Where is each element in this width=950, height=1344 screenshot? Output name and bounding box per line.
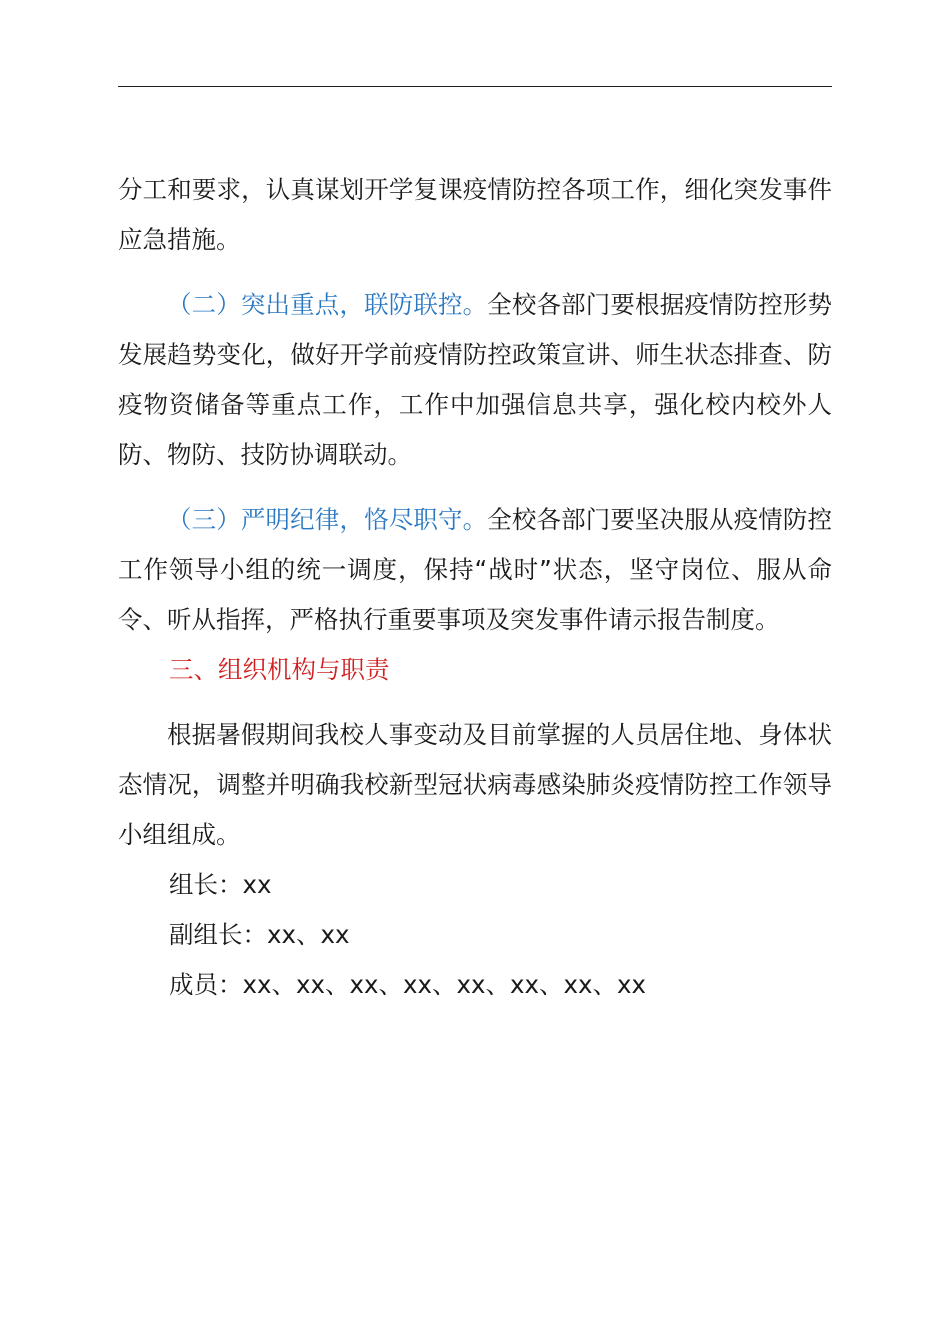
section-3-title: 三、组织机构与职责 [169,655,390,684]
item-3-body: 全校各部门要坚决服从疫情防控工作领导小组的统一调度，保持“战时”状态，坚守岗位、服从命令、听从指挥，严格执行重要事项及突发事件请示报告制度。 [118,505,832,634]
item-3-paragraph [118,495,832,645]
item-2-body: 全校各部门要根据疫情防控形势发展趋势变化，做好开学前疫情防控政策宣讲、师生状态排查、防疫物资储备等重点工作，工作中加强信息共享，强化校内校外人防、物防、技防协调联动。 [118,290,832,469]
header-divider [118,86,832,87]
members-line: 成员：xx、xx、xx、xx、xx、xx、xx、xx [169,970,646,999]
leader-line: 组长：xx [169,870,272,899]
item-2-heading: （二）突出重点，联防联控。 [167,290,488,319]
section-3-paragraph: 根据暑假期间我校人事变动及目前掌握的人员居住地、身体状态情况，调整并明确我校新型冠状病毒感染肺炎疫情防控工作领导小组组成。 [118,720,832,849]
intro-continuation-paragraph: 分工和要求，认真谋划开学复课疫情防控各项工作，细化突发事件应急措施。 [118,175,832,254]
deputy-leader-line: 副组长：xx、xx [169,920,350,949]
item-3-heading: （三）严明纪律，恪尽职守。 [167,505,488,534]
item-2-paragraph [118,280,832,480]
document-body [118,165,832,1010]
